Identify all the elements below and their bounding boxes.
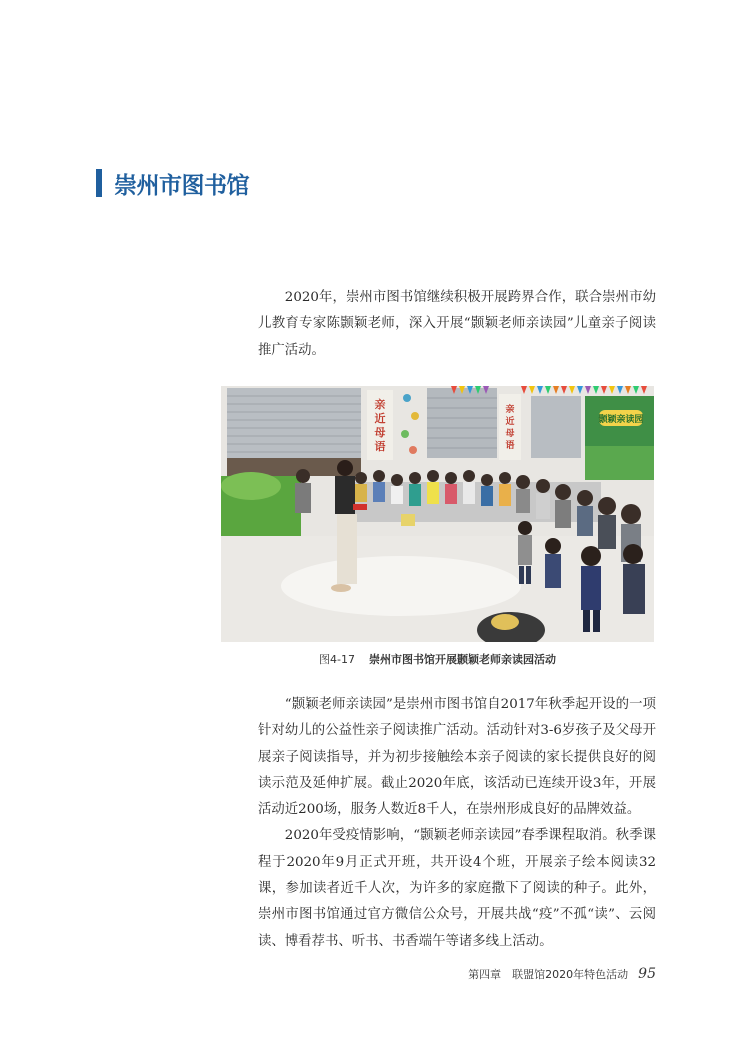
svg-text:近: 近 — [505, 417, 515, 427]
figure-title: 崇州市图书馆开展颢颖老师亲读园活动 — [368, 653, 556, 666]
svg-text:亲: 亲 — [374, 398, 386, 411]
intro-paragraph-block — [258, 285, 656, 364]
body-paragraph-block — [258, 692, 656, 955]
svg-text:母: 母 — [374, 426, 386, 439]
figure-number: 图4-17 — [319, 653, 355, 666]
page-footer — [468, 966, 656, 982]
svg-text:语: 语 — [374, 440, 386, 453]
svg-text:语: 语 — [505, 441, 515, 451]
paragraph: 2020年，崇州市图书馆继续积极开展跨界合作，联合崇州市幼儿教育专家陈颢颖老师，深入开展“颢颖老师亲读园”儿童亲子阅读推广活动。 — [258, 290, 656, 358]
page-number: 95 — [638, 966, 656, 982]
activity-photo — [221, 386, 654, 642]
svg-text:亲: 亲 — [505, 405, 515, 415]
section-title: 崇州市图书馆 — [114, 172, 249, 199]
svg-text:颢颖亲读园: 颢颖亲读园 — [598, 415, 644, 425]
section-heading — [96, 168, 249, 198]
figure-caption — [221, 651, 654, 667]
heading-accent-bar — [96, 169, 102, 197]
photo-illustration — [221, 386, 654, 642]
paragraph: 2020年受疫情影响，“颢颖老师亲读园”春季课程取消。秋季课程于2020年9月正式开班，共开设4个班，开展亲子绘本阅读32课，参加读者近千人次，为许多的家庭撒下了阅读的种子。此外，崇州市图书馆通过官方微信公众号，开展共战“疫”不孤“读”、云阅读、博看荐书、听书、书香端午等诸多线上活动。 — [258, 828, 656, 949]
paragraph: “颢颖老师亲读园”是崇州市图书馆自2017年秋季起开设的一项针对幼儿的公益性亲子阅读推广活动。活动针对3-6岁孩子及父母开展亲子阅读指导，并为初步接触绘本亲子阅读的家长提供良好的阅读示范及延伸扩展。截止2020年底，该活动已连续开设3年，开展活动近200场，服务人数近8千人，在崇州形成良好的品牌效益。 — [258, 697, 656, 818]
svg-text:近: 近 — [374, 412, 386, 425]
svg-text:母: 母 — [505, 429, 515, 439]
chapter-label: 第四章 联盟馆2020年特色活动 — [468, 968, 629, 981]
